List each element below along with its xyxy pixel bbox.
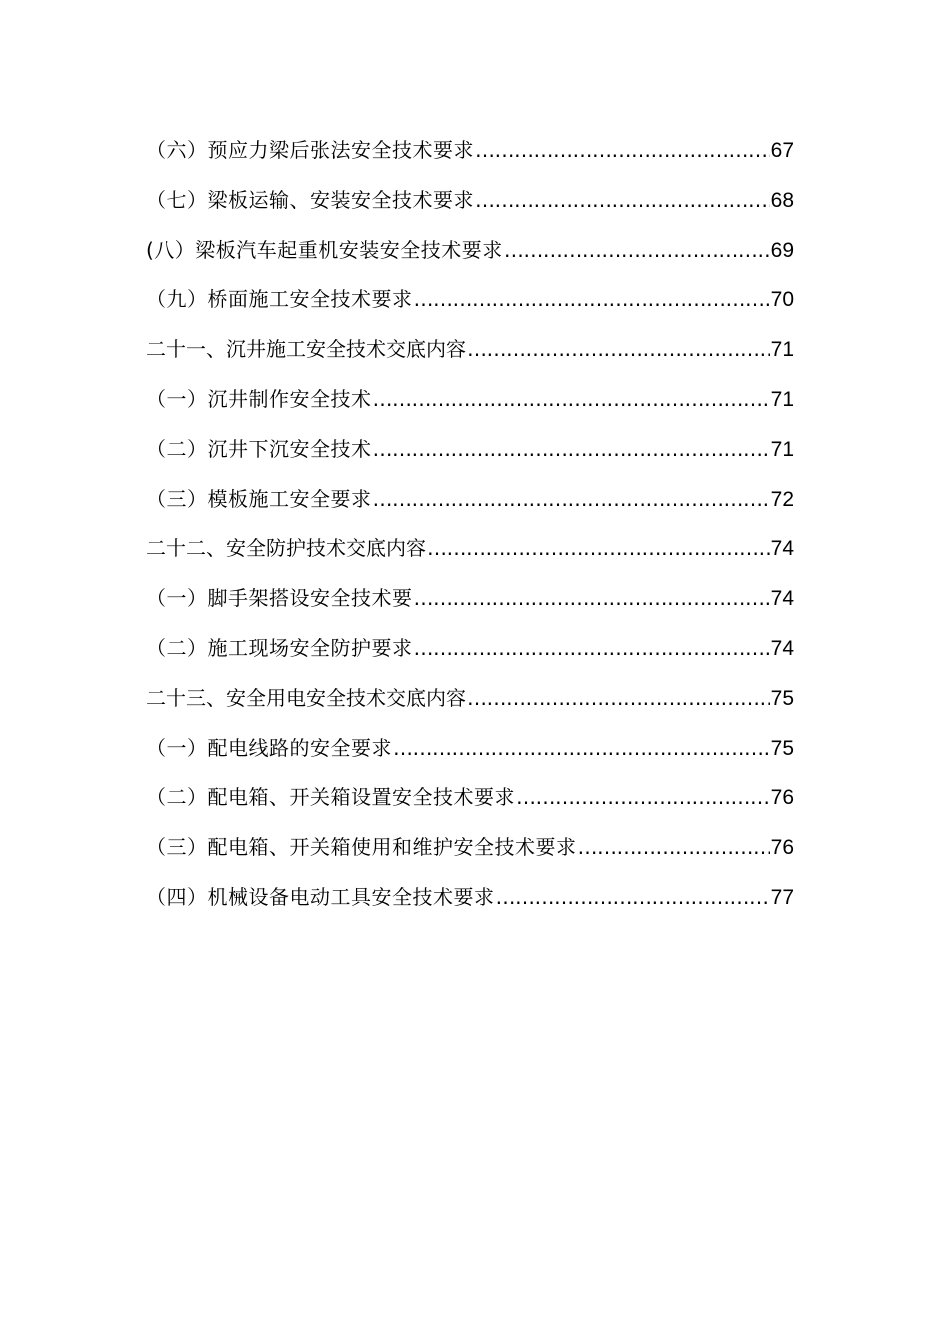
toc-entry[interactable] [146, 628, 794, 678]
toc-entry[interactable] [146, 728, 794, 778]
toc-entry-page: 72 [770, 487, 794, 511]
toc-entry-title: （一）配电线路的安全要求 [146, 735, 392, 760]
toc-entry-title: 二十二、安全防护技术交底内容 [146, 536, 426, 561]
toc-leader-dots [373, 379, 770, 419]
toc-leader-dots [373, 479, 770, 519]
toc-entry-title: （三）模板施工安全要求 [146, 486, 372, 511]
toc-entry[interactable] [146, 827, 794, 877]
toc-leader-dots [414, 578, 770, 618]
toc-entry[interactable] [146, 479, 794, 529]
toc-entry-page: 75 [770, 736, 794, 760]
toc-entry-page: 69 [770, 238, 794, 262]
toc-entry-page: 71 [770, 338, 794, 362]
toc-leader-dots [393, 728, 770, 768]
toc-entry-title: （二）配电箱、开关箱设置安全技术要求 [146, 785, 515, 810]
toc-leader-dots [475, 180, 770, 220]
toc-entry-title: （四）机械设备电动工具安全技术要求 [146, 884, 495, 909]
toc-entry[interactable] [146, 429, 794, 479]
toc-leader-dots [516, 777, 770, 817]
toc-entry-page: 67 [770, 139, 794, 162]
toc-entry-page: 70 [770, 288, 794, 312]
toc-entry[interactable] [146, 678, 794, 728]
toc-entry-title: （一）沉井制作安全技术 [146, 386, 372, 411]
toc-entry[interactable] [146, 578, 794, 628]
toc-entry[interactable] [146, 777, 794, 827]
toc-entry-title: （九）桥面施工安全技术要求 [146, 287, 413, 312]
toc-entry-page: 68 [770, 188, 794, 212]
toc-entry[interactable] [146, 230, 794, 280]
toc-leader-dots [578, 827, 770, 867]
toc-entry-title: （六）预应力梁后张法安全技术要求 [146, 138, 474, 162]
toc-entry[interactable] [146, 329, 794, 379]
toc-entry-title: （二）沉井下沉安全技术 [146, 436, 372, 461]
toc-entry-title: 二十一、沉井施工安全技术交底内容 [146, 337, 466, 362]
toc-entry-page: 74 [770, 537, 794, 561]
toc-entry-title: 二十三、安全用电安全技术交底内容 [146, 685, 466, 710]
toc-leader-dots [504, 230, 770, 270]
toc-entry-page: 76 [770, 786, 794, 810]
toc-entry-page: 71 [770, 437, 794, 461]
toc-entry-page: 76 [770, 836, 794, 860]
toc-entry-page: 74 [770, 587, 794, 611]
toc-entry[interactable] [146, 180, 794, 230]
table-of-contents [146, 130, 794, 927]
toc-entry[interactable] [146, 379, 794, 429]
toc-entry[interactable] [146, 528, 794, 578]
toc-entry[interactable] [146, 279, 794, 329]
toc-entry-page: 74 [770, 636, 794, 660]
toc-leader-dots [427, 528, 770, 568]
toc-entry-title: （三）配电箱、开关箱使用和维护安全技术要求 [146, 835, 577, 860]
toc-entry[interactable] [146, 130, 794, 180]
toc-leader-dots [496, 877, 770, 917]
toc-entry-page: 75 [770, 686, 794, 710]
toc-entry-title: （一）脚手架搭设安全技术要 [146, 586, 413, 611]
toc-leader-dots [475, 130, 770, 170]
toc-entry-page: 71 [770, 387, 794, 411]
toc-entry-title: (八）梁板汽车起重机安装安全技术要求 [146, 237, 503, 262]
toc-entry[interactable] [146, 877, 794, 927]
toc-leader-dots [414, 279, 770, 319]
toc-leader-dots [467, 678, 770, 718]
toc-leader-dots [467, 329, 770, 369]
toc-entry-title: （七）梁板运输、安装安全技术要求 [146, 187, 474, 212]
toc-leader-dots [373, 429, 770, 469]
toc-entry-title: （二）施工现场安全防护要求 [146, 635, 413, 660]
toc-entry-page: 77 [770, 885, 794, 909]
toc-leader-dots [414, 628, 770, 668]
